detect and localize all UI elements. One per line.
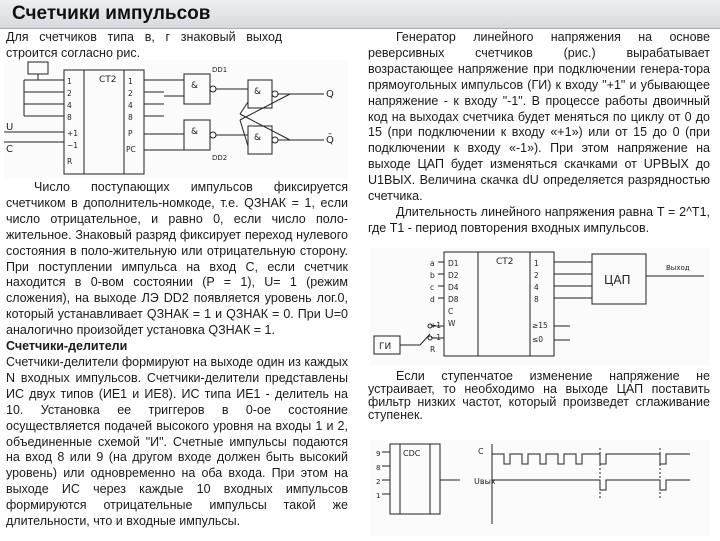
page-title-bar: [0, 0, 720, 29]
svg-text:DD1: DD1: [212, 66, 228, 74]
svg-text:+1: +1: [67, 129, 79, 138]
svg-text:b: b: [430, 271, 435, 280]
pulse-generator-label: ГИ: [379, 342, 392, 352]
svg-text:≤0: ≤0: [532, 335, 544, 344]
svg-text:DD2: DD2: [212, 154, 228, 162]
output-label: Выход: [666, 264, 690, 272]
svg-text:W: W: [448, 319, 456, 328]
svg-text:D8: D8: [448, 295, 459, 304]
svg-text:2: 2: [128, 89, 133, 98]
svg-text:D1: D1: [448, 259, 459, 268]
right-paragraph-duration: Длительность линейного напряжения равна T = 2^T1, где T1 - период повторения входных импульсов.: [368, 204, 710, 235]
output-q: Q: [326, 89, 334, 100]
svg-text:8: 8: [128, 113, 133, 122]
svg-text:2: 2: [534, 271, 539, 280]
svg-text:1: 1: [67, 77, 72, 86]
svg-text:a: a: [430, 259, 435, 268]
output-q-bar: Q̄: [326, 135, 334, 146]
svg-text:+1: +1: [430, 321, 442, 330]
right-paragraph-filter: Если ступенчатое изменение напряжение не устраивает, то необходимо на выходе ЦАП поставить фильтр низких частот, который произведет сглаживание ступенек.: [368, 369, 710, 422]
right-bottom-block: [368, 370, 710, 422]
signal-out-label: Uвых: [474, 477, 496, 486]
svg-text:8: 8: [67, 113, 72, 122]
counter-label: CT2: [99, 75, 117, 85]
svg-text:4: 4: [67, 101, 72, 110]
left-intro-block: [6, 30, 282, 62]
signal-c-label: C: [478, 447, 484, 456]
left-paragraph-dividers: Счетчики-делители формируют на выходе один из каждых N входных импульсов. Счетчики-делители представлены ИС двух типов (ИЕ1 и ИЕ8). ИС типа ИЕ1 - делитель на 10. Установка ее триггеров в 0-ое состояние осуществляется подачей высокого уровня на входы 1 и 2, объединенные схемой "И". Счетные импульсы подаются на вход 8 или 9 (на другом входе должен быть высокий уровень) или одновременно на оба входа. При этом на выходе ИС через каждые 10 входных импульсов формируются отрицательные импульсы такой же длительности, что и входные импульсы.: [6, 354, 348, 529]
ramp-generator-diagram: [370, 248, 710, 366]
svg-text:1: 1: [534, 259, 539, 268]
svg-text:R: R: [430, 345, 436, 354]
svg-text:8: 8: [376, 464, 381, 472]
dac-label: ЦАП: [604, 273, 631, 287]
svg-text:&: &: [191, 127, 199, 137]
svg-text:&: &: [254, 133, 262, 143]
input-u-label: U: [6, 122, 14, 133]
left-paragraph-count: Число поступающих импульсов фиксируется счетчиком в дополнитель-номкоде, т.е. QЗНАК = 1, если число отрицательное, и равно 0, если число поло-жительное. Знаковый разряд фиксирует переход нулевого состояния в поло-жительную или отрицательную сторону. При поступлении импульса на вход С, если счетчик находится в 0-вом состоянии (P = 1), U= 1 (режим сложения), на выходе ЛЭ DD2 появляется уровень лог.0, который устанавливает QЗНАК = 1 и QЗНАК = 0. При U=0 аналогично произойдет установка QЗНАК = 1.: [6, 180, 348, 338]
svg-text:P: P: [128, 129, 133, 138]
input-waveform: [492, 454, 690, 464]
svg-text:d: d: [430, 295, 435, 304]
svg-text:8: 8: [534, 295, 539, 304]
svg-text:1: 1: [128, 77, 133, 86]
svg-text:2: 2: [67, 89, 72, 98]
svg-text:C: C: [448, 307, 454, 316]
left-intro-text: Для счетчиков типа в, г знаковый выход строится согласно рис.: [6, 30, 282, 60]
svg-text:D4: D4: [448, 283, 459, 292]
section-heading-dividers: Счетчики-делители: [6, 339, 128, 354]
svg-text:4: 4: [128, 101, 133, 110]
svg-text:−1: −1: [67, 141, 79, 150]
svg-text:R: R: [67, 157, 73, 166]
page-title: Счетчики импульсов: [12, 3, 211, 24]
svg-text:c: c: [430, 283, 435, 292]
svg-text:&: &: [191, 81, 199, 91]
divider-diagram: [370, 440, 710, 536]
svg-text:2: 2: [376, 478, 381, 486]
left-body: [6, 180, 348, 530]
svg-text:≥15: ≥15: [532, 321, 548, 330]
svg-text:4: 4: [534, 283, 539, 292]
input-c-label: C: [6, 144, 13, 155]
right-paragraph-generator: Генератор линейного напряжения на основе реверсивных счетчиков (рис.) вырабатывает возрастающее напряжение при подключении генера-тора прямоугольных импульсов (ГИ) к входу "+1" и убывающее напряжение - к входу "-1". В процессе работы двоичный код на выходах счетчика будет меняться по циклу от 0 до 15 (при подключении к входу «+1») или от 15 до 0 (при подключении к входу «-1»). При этом напряжение на выходе ЦАП будет изменяться скачками от UРВЫХ до U1ВЫХ. Величина скачка dU определяется разрядностью счетчика.: [368, 30, 710, 204]
divider-label: CDC: [403, 449, 421, 458]
dac-counter-label: CT2: [496, 257, 514, 267]
svg-text:1: 1: [376, 492, 381, 500]
svg-text:9: 9: [376, 450, 381, 458]
sign-counter-diagram: [4, 60, 348, 178]
svg-text:−1: −1: [430, 333, 442, 342]
svg-text:D2: D2: [448, 271, 459, 280]
right-body: [368, 30, 710, 237]
svg-text:&: &: [254, 87, 262, 97]
svg-text:PC: PC: [126, 145, 136, 154]
